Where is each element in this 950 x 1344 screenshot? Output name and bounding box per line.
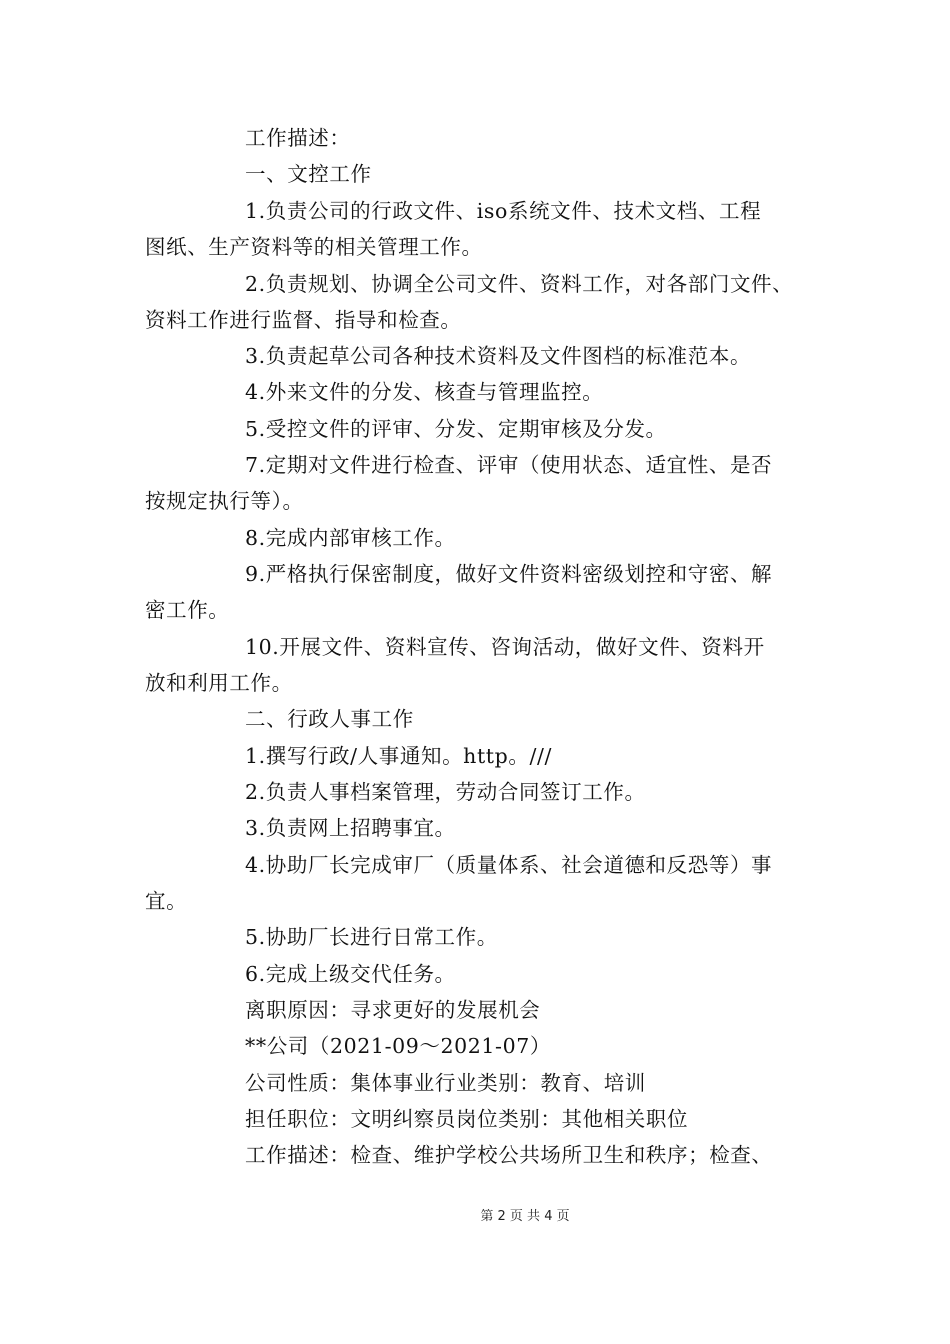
text-line: 3.负责网上招聘事宜。: [245, 816, 456, 840]
text-line: 工作描述：检查、维护学校公共场所卫生和秩序；检查、: [245, 1143, 773, 1167]
text-line: 4.外来文件的分发、核查与管理监控。: [245, 380, 604, 404]
text-line: 4.协助厂长完成审厂（质量体系、社会道德和反恐等）事: [245, 853, 773, 877]
text-line: 3.负责起草公司各种技术资料及文件图档的标准范本。: [245, 344, 752, 368]
text-line: 1.撰写行政/人事通知。http。///: [245, 744, 552, 768]
text-line: 资料工作进行监督、指导和检查。: [145, 308, 462, 332]
text-line: 10.开展文件、资料宣传、咨询活动，做好文件、资料开: [245, 635, 765, 659]
text-line: 图纸、生产资料等的相关管理工作。: [145, 235, 483, 259]
text-line: 2.负责规划、协调全公司文件、资料工作，对各部门文件、: [245, 272, 794, 296]
text-line: 7.定期对文件进行检查、评审（使用状态、适宜性、是否: [245, 453, 773, 477]
text-line: 宜。: [145, 889, 188, 913]
text-line: 9.严格执行保密制度，做好文件资料密级划控和守密、解: [245, 562, 773, 586]
text-line: 担任职位：文明纠察员岗位类别：其他相关职位: [245, 1107, 689, 1131]
text-line: 按规定执行等）。: [145, 489, 304, 513]
page-footer: 第 2 页 共 4 页: [480, 1209, 570, 1224]
text-line: 放和利用工作。: [145, 671, 293, 695]
text-line: 1.负责公司的行政文件、iso系统文件、技术文档、工程: [245, 199, 762, 223]
text-line: 公司性质：集体事业行业类别：教育、培训: [245, 1071, 646, 1095]
text-line: 工作描述：: [245, 126, 351, 150]
section-heading: 二、行政人事工作: [245, 707, 414, 731]
text-line: 5.受控文件的评审、分发、定期审核及分发。: [245, 417, 667, 441]
text-line: 离职原因：寻求更好的发展机会: [245, 998, 541, 1022]
text-line: 2.负责人事档案管理，劳动合同签订工作。: [245, 780, 646, 804]
section-heading: 一、文控工作: [245, 162, 372, 186]
text-line: 6.完成上级交代任务。: [245, 962, 456, 986]
text-line: 8.完成内部审核工作。: [245, 526, 456, 550]
text-line: 5.协助厂长进行日常工作。: [245, 925, 498, 949]
text-line: **公司（2021-09～2021-07）: [245, 1034, 551, 1058]
text-line: 密工作。: [145, 598, 230, 622]
